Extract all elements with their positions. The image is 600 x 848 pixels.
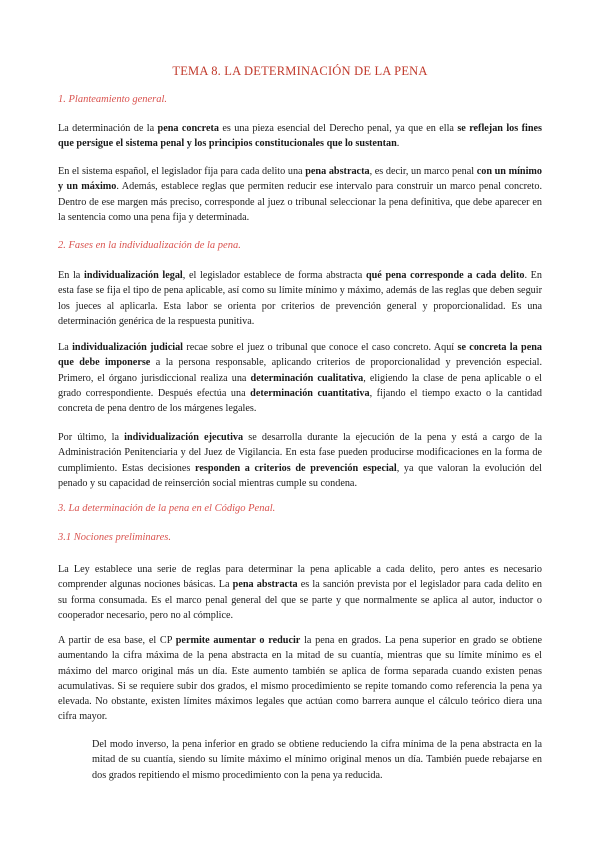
section-heading-3: 3. La determinación de la pena en el Código Penal. <box>58 503 276 514</box>
subsection-heading-3-1: 3.1 Nociones preliminares. <box>58 532 171 543</box>
paragraph-3: En la individualización legal, el legislador establece de forma abstracta qué pena corresponde a cada delito. En esta fase se fija el tipo de pena aplicable, así como su límite mínimo y máximo, además de las reglas que deben seguir los jueces al aplicarla. Esta labor se orienta por criterios de prevención general y proporcionalidad. Es una determinación genérica de la respuesta punitiva. <box>58 270 542 327</box>
page-title: TEMA 8. LA DETERMINACIÓN DE LA PENA <box>172 64 428 78</box>
paragraph-6: La Ley establece una serie de reglas para determinar la pena aplicable a cada delito, pero antes es necesario comprender algunas nociones básicas. La pena abstracta es la sanción prevista por el legislador para cada delito en su forma consumada. Es el marco penal general del que se parte y que normalmente se aplica al autor, inductor o cooperador necesario, pero no al cómplice. <box>58 564 543 621</box>
indented-paragraph: Del modo inverso, la pena inferior en grado se obtiene reduciendo la cifra mínima de la pena abstracta en la mitad de su cuantía, siendo su límite máximo el mínimo original menos un día. También puede rebajarse en dos grados repitiendo el mismo procedimiento con la pena ya reducida. <box>92 739 542 781</box>
section-heading-1: 1. Planteamiento general. <box>58 94 168 105</box>
paragraph-7: A partir de esa base, el CP permite aumentar o reducir la pena en grados. La pena superior en grado se obtiene aumentando la cifra máxima de la pena abstracta en la mitad de su cuantía, mientras que su límite mínimo es el máximo del marco original más un día. Este aumento también se aplica de forma separada cuando existen penas acumulativas. Si se requiere subir dos grados, el mismo procedimiento se repite tomando como referencia la pena ya elevada. No obstante, existen límites máximos legales que actúan como barrera aunque el cálculo teórico diera una cifra mayor. <box>58 635 543 723</box>
paragraph-4: La individualización judicial recae sobre el juez o tribunal que conoce el caso concreto. Aquí se concreta la pena que debe imponerse a la persona responsable, aplicando criterios de proporcionalidad y prevención especial. Primero, el órgano jurisdiccional realiza una determinación cualitativa, eligiendo la clase de pena aplicable o el grado correspondiente. Después efectúa una determinación cuantitativa, fijando el tiempo exacto o la cantidad concreta de pena dentro de los márgenes legales. <box>58 342 543 415</box>
section-heading-2: 2. Fases en la individualización de la pena. <box>58 240 241 251</box>
paragraph-2: En el sistema español, el legislador fija para cada delito una pena abstracta, es decir, un marco penal con un mínimo y un máximo. Además, establece reglas que permiten reducir ese intervalo para construir un marco penal concreto. Dentro de ese margen más preciso, corresponde al juez o tribunal seleccionar la pena definitiva, que debe aparecer en la sentencia como una pena fija y determinada. <box>58 166 543 223</box>
paragraph-1: La determinación de la pena concreta es una pieza esencial del Derecho penal, ya que en ella se reflejan los fines que persigue el sistema penal y los principios constitucionales que lo sustentan. <box>58 123 542 150</box>
paragraph-5: Por último, la individualización ejecutiva se desarrolla durante la ejecución de la pena y está a cargo de la Administración Penitenciaria y del Juez de Vigilancia. En esta fase pueden producirse modificaciones en la forma de cumplimiento. Estas decisiones responden a criterios de prevención especial, ya que valoran la evolución del penado y su capacidad de reinserción social mientras cumple su condena. <box>58 432 543 489</box>
